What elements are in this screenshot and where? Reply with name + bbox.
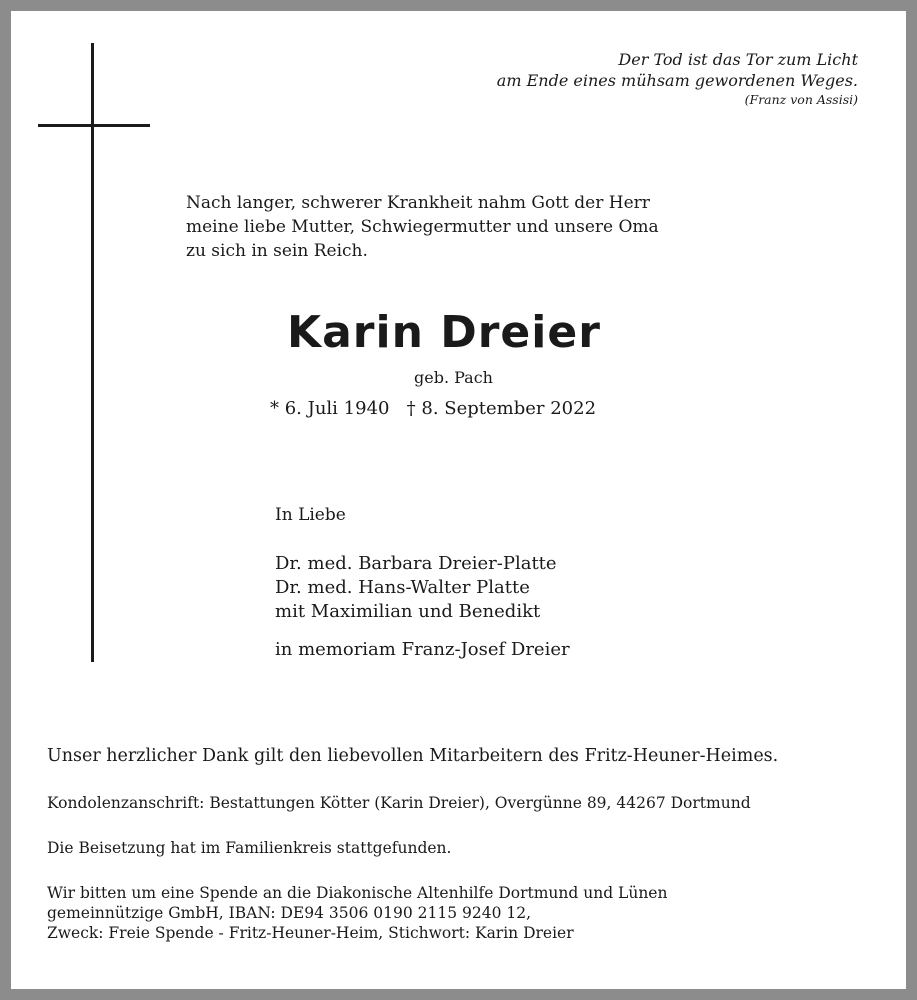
obituary-card — [11, 11, 906, 989]
intro-text — [186, 191, 659, 263]
thanks-note: Unser herzlicher Dank gilt den liebevollen Mitarbeitern des Fritz-Heuner-Heimes. — [47, 746, 779, 766]
quote-line-1: Der Tod ist das Tor zum Licht — [618, 50, 858, 69]
mourner-name: Dr. med. Barbara Dreier-Platte — [275, 553, 557, 574]
intro-line: meine liebe Mutter, Schwiegermutter und unsere Oma — [186, 217, 659, 237]
intro-line: Nach langer, schwerer Krankheit nahm Gott der Herr — [186, 193, 650, 213]
mourner-name: mit Maximilian und Benedikt — [275, 601, 541, 622]
birth-date: * 6. Juli 1940 — [270, 398, 390, 419]
cross-icon — [91, 43, 94, 662]
donation-line: Wir bitten um eine Spende an die Diakonische Altenhilfe Dortmund und Lünen — [47, 884, 668, 902]
quote-attribution: (Franz von Assisi) — [744, 92, 858, 107]
deceased-name: Karin Dreier — [287, 307, 601, 358]
burial-note: Die Beisetzung hat im Familienkreis stattgefunden. — [47, 839, 452, 857]
donation-line: Zweck: Freie Spende - Fritz-Heuner-Heim, Stichwort: Karin Dreier — [47, 924, 574, 942]
mourners-list — [275, 552, 557, 624]
quote-block — [497, 49, 858, 109]
in-memoriam: in memoriam Franz-Josef Dreier — [275, 639, 570, 660]
cross-icon-bar — [38, 124, 150, 127]
maiden-name: geb. Pach — [414, 368, 493, 387]
mourners-intro: In Liebe — [275, 505, 346, 525]
donation-line: gemeinnützige GmbH, IBAN: DE94 3506 0190 2115 9240 12, — [47, 904, 532, 922]
mourner-name: Dr. med. Hans-Walter Platte — [275, 577, 530, 598]
death-date: † 8. September 2022 — [406, 398, 597, 419]
condolence-address: Kondolenzanschrift: Bestattungen Kötter (Karin Dreier), Overgünne 89, 44267 Dortmund — [47, 794, 751, 812]
life-dates — [270, 398, 596, 419]
donation-note — [47, 883, 667, 943]
quote-line-2: am Ende eines mühsam gewordenen Weges. — [496, 71, 858, 90]
intro-line: zu sich in sein Reich. — [186, 241, 368, 261]
